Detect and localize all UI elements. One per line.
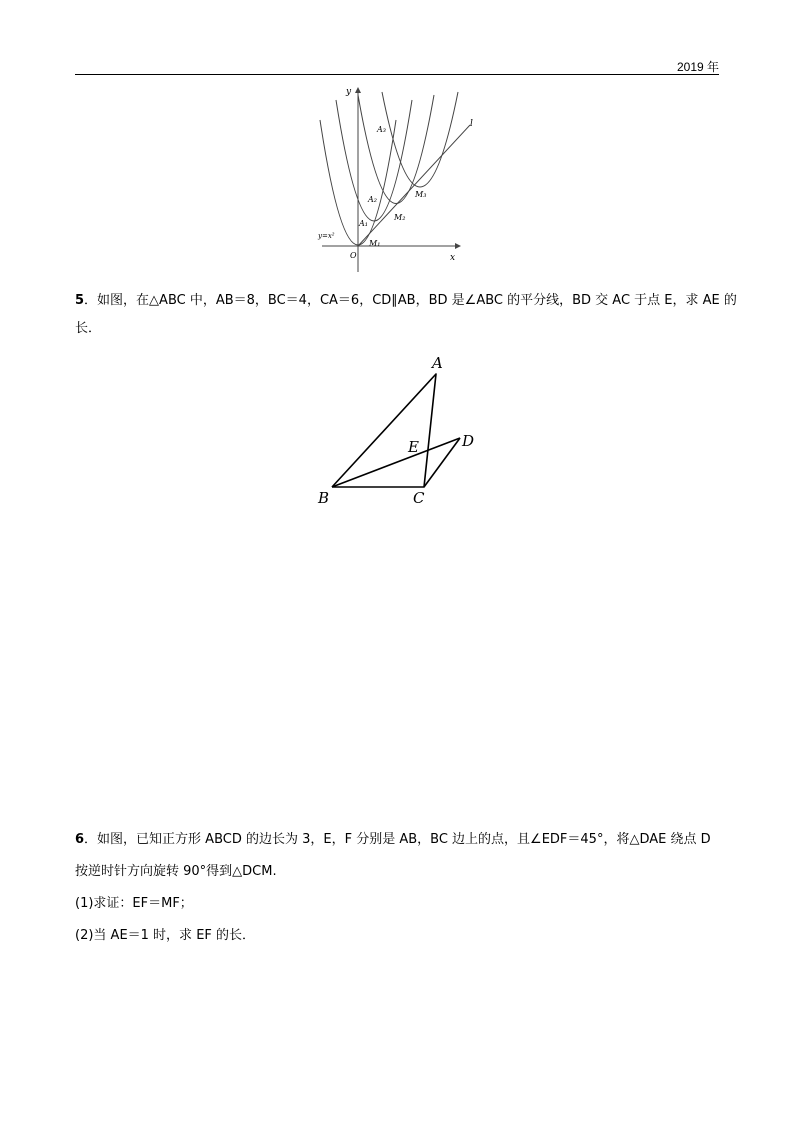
problem-6-line-2: 按逆时针方向旋转 90°得到△DCM. bbox=[75, 864, 277, 879]
problem-6-number: 6 bbox=[75, 832, 85, 847]
line-l-label: l bbox=[470, 119, 473, 129]
point-A1-label: A₁ bbox=[359, 219, 368, 228]
problem-6-text-1: ．如图，已知正方形 ABCD 的边长为 3，E，F 分别是 AB，BC 边上的点，且∠EDF＝45°，将△DAE 绕点 D bbox=[84, 832, 711, 847]
header-rule bbox=[75, 74, 719, 75]
vertex-D-label: D bbox=[462, 432, 475, 450]
problem-5-line-2: 长． bbox=[75, 321, 102, 336]
problem-5-line-1 bbox=[75, 287, 737, 315]
figure-triangle bbox=[312, 348, 482, 510]
problem-6-part-2: (2)当 AE＝1 时，求 EF 的长． bbox=[75, 928, 256, 943]
segment-BD bbox=[332, 438, 460, 487]
point-M2-label: M₂ bbox=[394, 213, 406, 222]
line-l bbox=[358, 125, 470, 246]
problem-5-text-1: ．如图，在△ABC 中，AB＝8，BC＝4，CA＝6，CD∥AB，BD 是∠ABC 的平分线，BD 交 AC 于点 E，求 AE 的 bbox=[84, 293, 737, 308]
header-year: 2019 年 bbox=[676, 60, 719, 74]
point-M1-label: M₁ bbox=[369, 239, 381, 248]
origin-label: O bbox=[350, 251, 357, 260]
vertex-A-label: A bbox=[432, 354, 443, 372]
problem-6-part-1: (1)求证：EF＝MF； bbox=[75, 896, 193, 911]
figure-parabolas bbox=[310, 80, 480, 280]
point-E-label: E bbox=[408, 438, 419, 456]
y-axis-label: y bbox=[346, 87, 352, 97]
curve-label: y=x² bbox=[318, 232, 335, 240]
vertex-C-label: C bbox=[413, 489, 425, 507]
point-A2-label: A₂ bbox=[368, 195, 377, 204]
problem-5-number: 5 bbox=[75, 293, 85, 308]
problem-6-line-1 bbox=[75, 826, 723, 854]
point-M3-label: M₃ bbox=[415, 190, 427, 199]
problem-6 bbox=[75, 826, 723, 950]
parabola-3 bbox=[382, 92, 458, 187]
x-axis-label: x bbox=[450, 253, 456, 263]
triangle-ABC bbox=[332, 374, 436, 487]
point-A3-label: A₃ bbox=[377, 125, 386, 134]
problem-5 bbox=[75, 287, 737, 343]
vertex-B-label: B bbox=[318, 489, 330, 507]
